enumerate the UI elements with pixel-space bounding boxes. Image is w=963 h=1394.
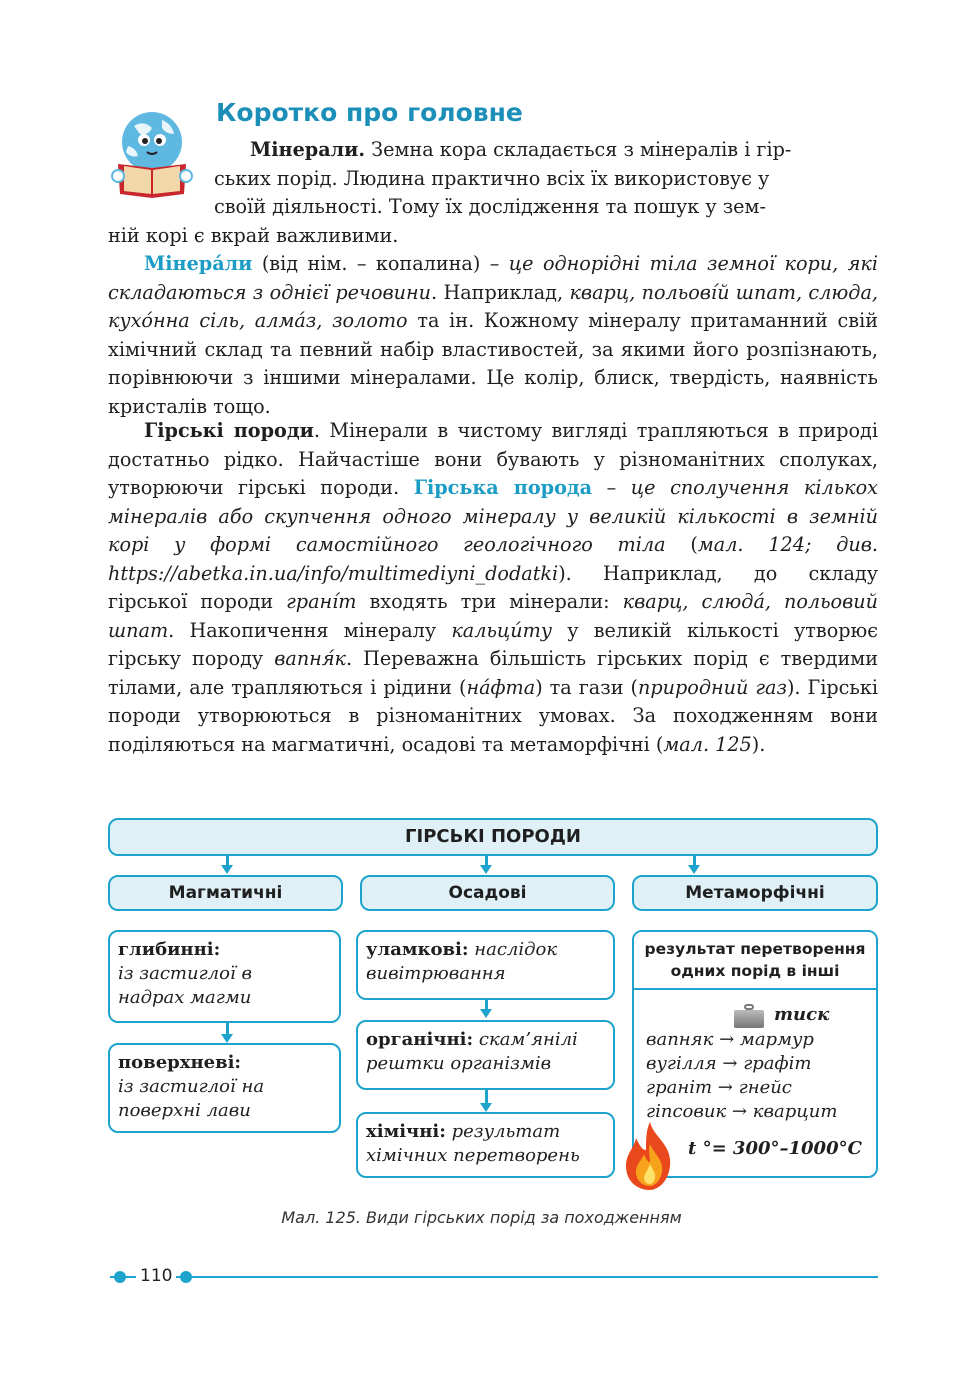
rocks-text-10: ). Гірські породи утворюються в різноманітних умовах. За походженням вони поділяються на магматичні, осадові та метаморфічні ( (108, 675, 878, 756)
rocks-text-3: ( (665, 533, 698, 556)
category-sedimentary-label: Осадові (448, 883, 527, 903)
igneous-surface-line2: поверхні лави (118, 1100, 251, 1121)
sedimentary-chemical-box (356, 1112, 615, 1178)
arrow-down-icon (480, 1103, 492, 1112)
minerals-term: Мінера́ли (144, 252, 253, 275)
footer-dot-icon (180, 1271, 192, 1283)
figure-reference-125: мал. 125 (663, 732, 752, 756)
arrow-right-icon: → (731, 1101, 748, 1122)
minerals-text-2: . Наприклад, (431, 280, 570, 304)
minerals-paragraph (108, 250, 878, 421)
minerals-examples: кварц, польові́й шпат, слюда, кухо́нна сіль, алма́з, золото (108, 280, 878, 332)
globe-reading-book-icon (104, 106, 200, 202)
intro-line4: ній корі є вкрай важливими. (108, 224, 399, 247)
rocks-text-4: ). Наприклад, до складу гірської породи (108, 561, 878, 613)
clastic-line2: вивітрювання (366, 963, 506, 984)
clastic-term: уламкові: (366, 939, 469, 960)
granite-minerals: кварц, слюда́, польовий шпат (108, 590, 878, 642)
chemical-line2: хімічних перетворень (366, 1145, 580, 1166)
rocks-text-11: ). (751, 732, 766, 756)
transformation-row: вапняк → мармур (646, 1029, 814, 1050)
weight-icon (732, 1004, 766, 1028)
figure-reference-124[interactable]: мал. 124; див. https://abetka.in.ua/info/multimediyni_dodatki (108, 533, 878, 585)
rocks-text-8: . Переважна більшість гірських порід є твердими тілами, але трапляються і рідини ( (108, 647, 878, 699)
arrow-right-icon: → (719, 1029, 735, 1050)
temperature-label: t °= 300°–1000°C (688, 1138, 862, 1159)
intro-line2: ських порід. Людина практично всіх їх використовує у (214, 166, 770, 190)
igneous-deep-box (108, 930, 341, 1023)
arrow-right-icon: → (717, 1077, 733, 1098)
rocks-text-5: входять три мінерали: (356, 590, 623, 613)
category-igneous (108, 875, 343, 911)
intro-line1: Земна кора складається з мінералів і гір- (365, 138, 792, 161)
minerals-text-3: та ін. Кожному мінералу притаманний свій хімічний склад та певний набір властивостей, за якими його розпізнають, порівнюючи з іншими мінералами. Це колір, блиск, твердість, наявність кристалів тощо. (108, 309, 878, 418)
arrow-down-icon (480, 865, 492, 874)
arrow-down-icon (480, 1009, 492, 1018)
rock-definition-term: Гірська порода (413, 476, 593, 499)
transformation-row: вугілля → графіт (646, 1053, 812, 1074)
footer-rule (110, 1276, 878, 1278)
arrow-right-icon: → (722, 1053, 738, 1074)
footer-dot-icon (114, 1271, 126, 1283)
intro-paragraph (214, 136, 878, 222)
igneous-surface-box (108, 1043, 341, 1133)
organic-term: органічні: (366, 1029, 474, 1050)
diagram-title-box (108, 818, 878, 856)
rocks-text-7: у великій кількості утворює гірську породу (108, 618, 878, 670)
sedimentary-organic-box (356, 1020, 615, 1090)
rocks-definition: це сполучення кількох мінералів або скупчення одного мінералу у великій кількості в земній корі у формі самостійного геологічного тіла (108, 476, 878, 556)
minerals-definition: це однорідні тіла земної кори, які складаються з однієї речовини (108, 252, 878, 304)
oil-term: на́фта (466, 675, 536, 699)
transformation-row: граніт → гнейс (646, 1077, 792, 1098)
category-metamorphic-label: Метаморфічні (685, 883, 825, 903)
rocks-text-1: . Мінерали в чистому вигляді трапляються в природі достатньо рідко. Найчастіше вони бувають у різноманітних сполуках, утворюючи гірські породи. (108, 419, 878, 499)
igneous-deep-term: глибинні: (118, 939, 221, 960)
arrow-down-icon (221, 1034, 233, 1043)
fire-icon (620, 1120, 680, 1192)
gas-term: природний газ (637, 675, 787, 699)
category-metamorphic (632, 875, 878, 911)
igneous-deep-line1: із застиглої в (118, 963, 252, 984)
metamorphic-header-line1: результат перетворення (644, 940, 866, 958)
figure-caption: Мал. 125. Види гірських порід за походженням (281, 1208, 682, 1227)
granite-term: грані́т (286, 590, 357, 613)
chemical-term: хімічні: (366, 1121, 446, 1142)
calcite-term: кальци́ту (451, 618, 552, 642)
rocks-text-9: ) та гази ( (535, 675, 638, 699)
metamorphic-header (634, 932, 876, 990)
organic-line2: рештки організмів (366, 1053, 552, 1074)
intro-line3: своїй діяльності. Тому їх дослідження та пошук у зем- (214, 195, 766, 218)
rocks-text-6: . Накопичення мінералу (168, 618, 452, 642)
igneous-deep-line2: надрах магми (118, 987, 252, 1008)
chemical-line1: результат (445, 1121, 561, 1142)
category-sedimentary (360, 875, 615, 911)
transformation-list (646, 1028, 837, 1124)
rocks-text-2: – (592, 476, 631, 499)
intro-paragraph-end (108, 222, 878, 251)
igneous-surface-term: поверхневі: (118, 1052, 242, 1073)
rocks-term: Гірські породи (144, 419, 314, 442)
rocks-paragraph (108, 417, 878, 759)
minerals-text-1: (від нім. – копалина) – (252, 252, 509, 275)
sedimentary-clastic-box (356, 930, 615, 1000)
limestone-term: вапня́к (274, 647, 346, 670)
section-heading: Коротко про головне (216, 98, 523, 127)
intro-term: Мінерали. (250, 138, 366, 161)
arrow-down-icon (688, 865, 700, 874)
transformation-row: гіпсовик → кварцит (646, 1101, 838, 1122)
clastic-line1: наслідок (468, 939, 558, 960)
arrow-down-icon (221, 865, 233, 874)
page-number: 110 (136, 1266, 176, 1286)
diagram-title: ГІРСЬКІ ПОРОДИ (405, 826, 581, 847)
metamorphic-header-line2: одних порід в інші (670, 962, 840, 980)
pressure-label: тиск (774, 1004, 830, 1025)
igneous-surface-line1: із застиглої на (118, 1076, 265, 1097)
organic-line1: скам’янілі (473, 1029, 578, 1050)
category-igneous-label: Магматичні (168, 883, 283, 903)
